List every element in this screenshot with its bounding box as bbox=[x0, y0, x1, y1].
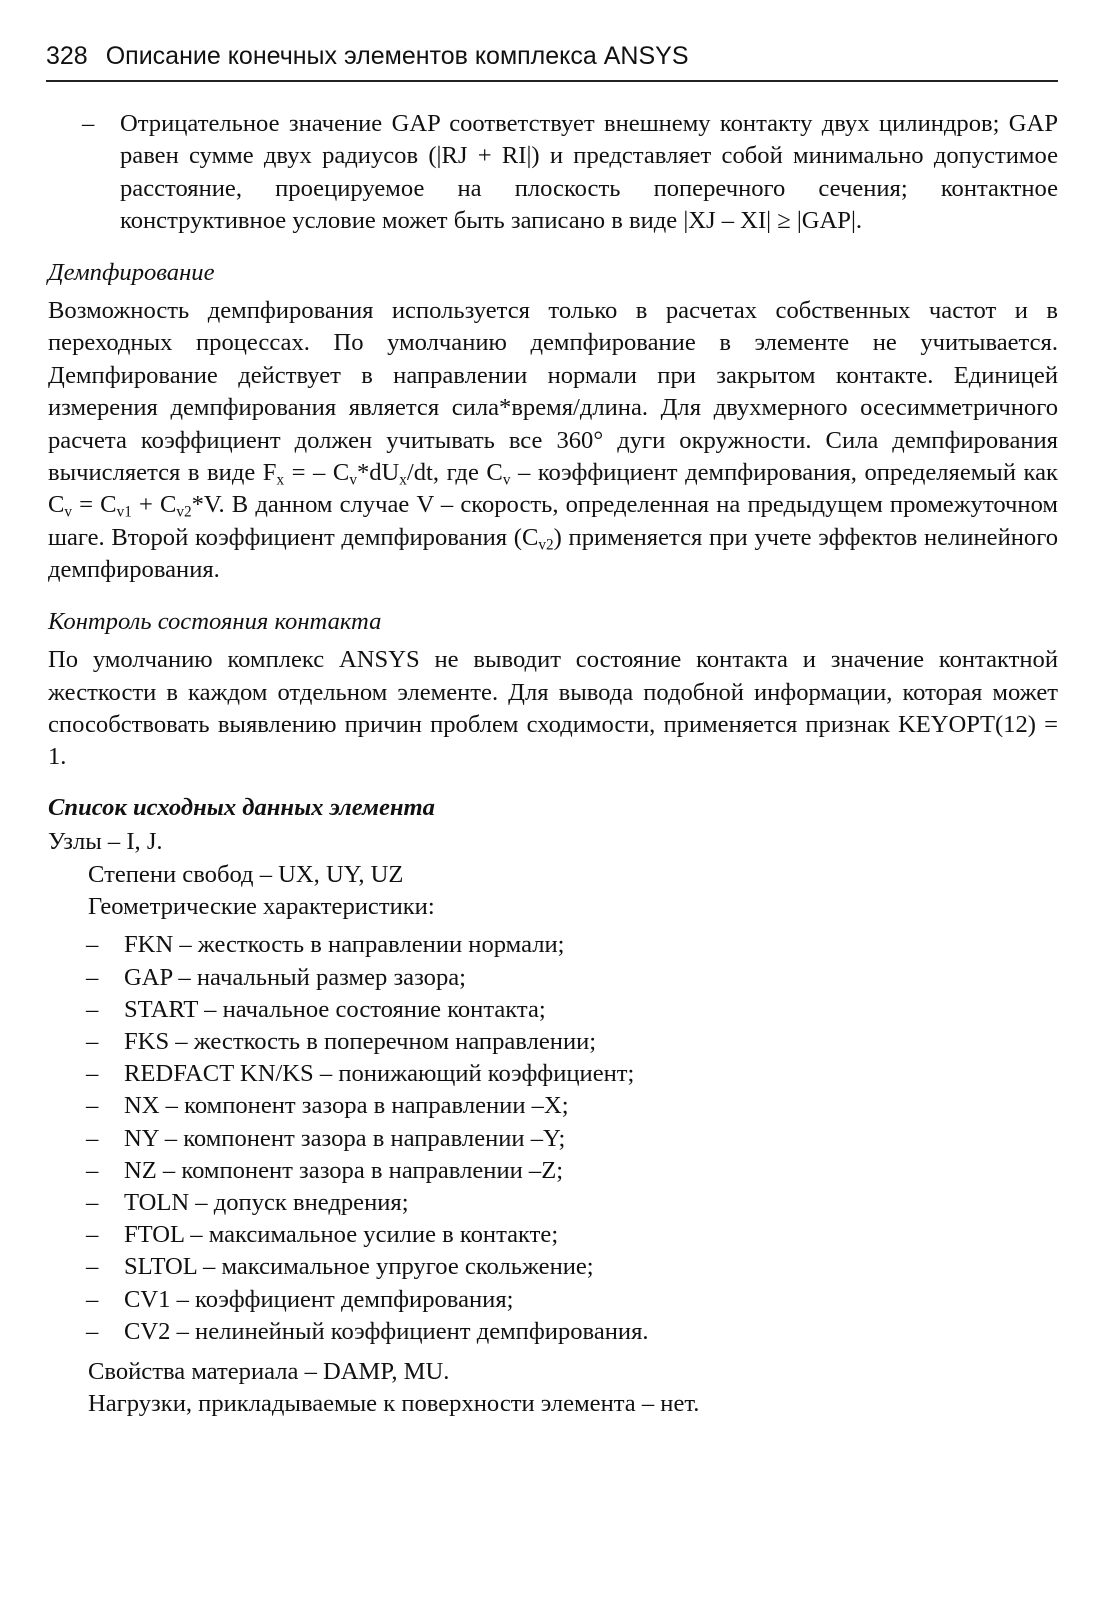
list-item-text: NY – компонент зазора в направлении –Y; bbox=[124, 1124, 566, 1152]
list-dash: – bbox=[86, 1027, 99, 1055]
damping-paragraph: Возможность демпфирования используется только в расчетах собственных частот и в переходных процессах. По умолчанию демпфирование в элементе не учитывается. Демпфирование действует в направлении нормали при закрытом контакте. Единицей измерения демпфирования является сила*время/длина. Для двухмерного осесимметричного расчета коэффициент должен учитывать все 360° дуги окружности. Сила демпфирования вычисляется в виде $F_x$ = – $C_v*dU_x/dt$, где $C_v$ – коэффициент демпфирования, определяемый как $C_v = C_{v1} + C_{v2}*V$. В данном случае V – скорость, определенная на предыдущем промежуточном шаге. Второй коэффициент демпфирования $(C_{v2})$ применяется при учете эффектов нелинейного демпфирования. bbox=[48, 297, 1058, 584]
list-item-text: FKN – жесткость в направлении нормали; bbox=[124, 931, 565, 959]
list-dash: – bbox=[86, 1188, 99, 1216]
list-dash: – bbox=[86, 1317, 99, 1345]
list-item bbox=[48, 1090, 1058, 1122]
list-dash: – bbox=[86, 995, 99, 1023]
gap-description-text: Отрицательное значение GAP соответствует внешнему контакту двух цилиндров; GAP равен сумме двух радиусов (|RJ + RI|) и представляет собой минимально допустимое расстояние, проецируемое на плоскость поперечного сечения; контактное конструктивное условие может быть записано в виде |XJ – XI| ≥ |GAP|. bbox=[120, 110, 1058, 235]
contact-status-paragraph: По умолчанию комплекс ANSYS не выводит состояние контакта и значение контактной жесткости в каждом отдельном элементе. Для вывода подобной информации, которая может способствовать выявлению причин проблем сходимости, применяется признак KEYOPT(12) = 1. bbox=[48, 646, 1058, 771]
list-item-text: CV2 – нелинейный коэффициент демпфирования. bbox=[124, 1317, 649, 1345]
list-dash: – bbox=[86, 963, 99, 991]
header-rule bbox=[46, 80, 1058, 82]
dof-line: Степени свобод – UX, UY, UZ bbox=[88, 860, 404, 888]
list-item-text: REDFACT KN/KS – понижающий коэффициент; bbox=[124, 1060, 635, 1088]
list-dash: – bbox=[86, 1124, 99, 1152]
list-item bbox=[48, 962, 1058, 994]
geometry-properties-list bbox=[48, 929, 1058, 1348]
list-dash: – bbox=[86, 1285, 99, 1313]
material-properties-line: Свойства материала – DAMP, MU. bbox=[88, 1357, 450, 1385]
list-item bbox=[48, 1219, 1058, 1251]
list-item-text: FTOL – максимальное усилие в контакте; bbox=[124, 1221, 559, 1249]
list-dash: – bbox=[86, 1060, 99, 1088]
page-body bbox=[48, 108, 1058, 1421]
list-item-text: FKS – жесткость в поперечном направлении; bbox=[124, 1027, 597, 1055]
geometry-label: Геометрические характеристики: bbox=[88, 892, 435, 920]
list-dash: – bbox=[86, 1253, 99, 1281]
gap-description-item bbox=[48, 108, 1058, 238]
list-item-text: TOLN – допуск внедрения; bbox=[124, 1188, 409, 1216]
list-dash: – bbox=[86, 931, 99, 959]
running-header bbox=[46, 38, 1058, 74]
list-item bbox=[48, 1284, 1058, 1316]
list-item bbox=[48, 994, 1058, 1026]
list-dash: – bbox=[86, 1221, 99, 1249]
list-item bbox=[48, 1026, 1058, 1058]
list-item bbox=[48, 1058, 1058, 1090]
list-item bbox=[48, 1316, 1058, 1348]
nodes-line: Узлы – I, J. bbox=[48, 828, 163, 856]
list-item-text: START – начальное состояние контакта; bbox=[124, 995, 546, 1023]
list-item bbox=[48, 1187, 1058, 1219]
list-item-text: GAP – начальный размер зазора; bbox=[124, 963, 467, 991]
list-item bbox=[48, 1155, 1058, 1187]
running-title: Описание конечных элементов комплекса ANSYS bbox=[105, 42, 689, 70]
section-title-damping: Демпфирование bbox=[48, 258, 215, 286]
page-number: 328 bbox=[46, 42, 88, 70]
section-title-input-data: Список исходных данных элемента bbox=[48, 793, 435, 821]
list-item-text: SLTOL – максимальное упругое скольжение; bbox=[124, 1253, 594, 1281]
list-dash: – bbox=[86, 1156, 99, 1184]
list-item bbox=[48, 1251, 1058, 1283]
list-item bbox=[48, 1123, 1058, 1155]
list-item-text: NX – компонент зазора в направлении –X; bbox=[124, 1092, 569, 1120]
section-title-contact-status: Контроль состояния контакта bbox=[48, 607, 382, 635]
list-dash: – bbox=[82, 110, 95, 137]
list-item-text: CV1 – коэффициент демпфирования; bbox=[124, 1285, 514, 1313]
list-item-text: NZ – компонент зазора в направлении –Z; bbox=[124, 1156, 564, 1184]
surface-loads-line: Нагрузки, прикладываемые к поверхности элемента – нет. bbox=[88, 1390, 700, 1418]
list-item bbox=[48, 929, 1058, 961]
list-dash: – bbox=[86, 1092, 99, 1120]
